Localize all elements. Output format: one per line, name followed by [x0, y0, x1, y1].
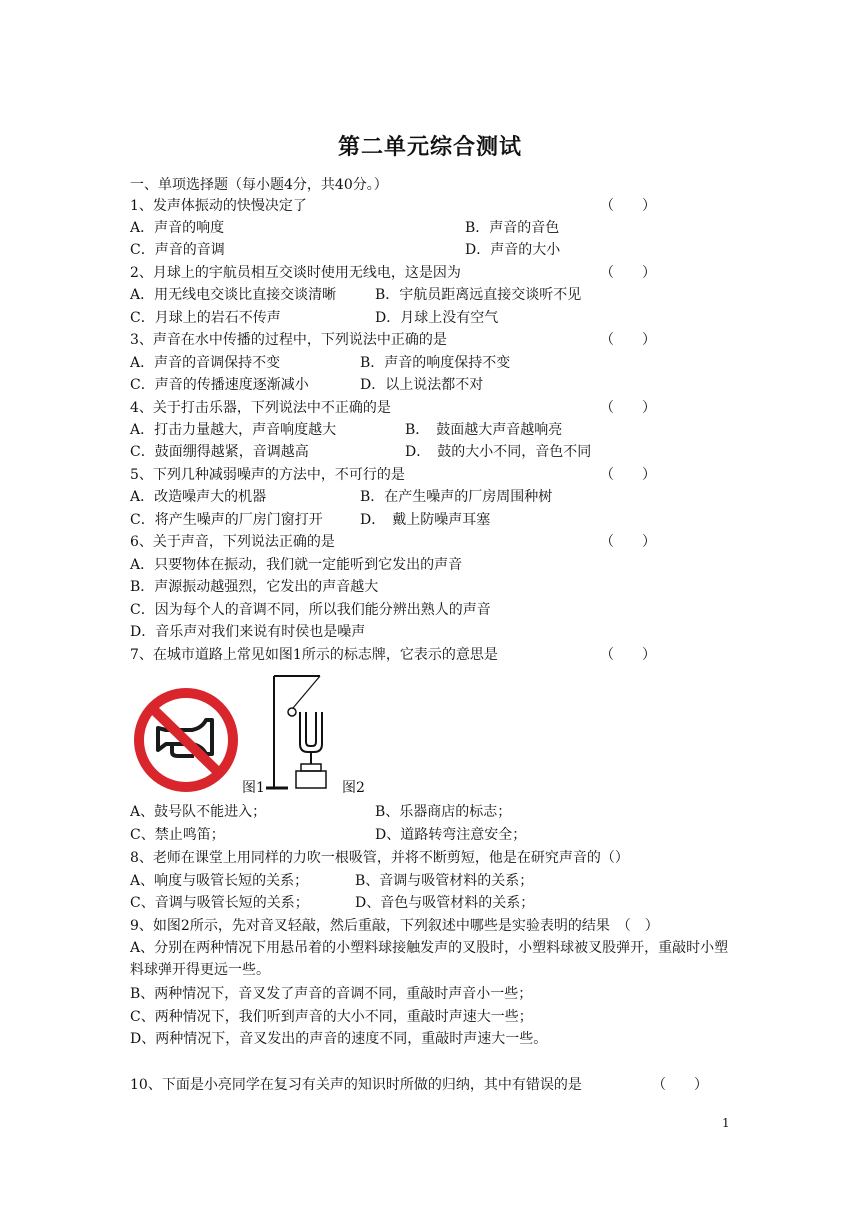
question-3-stem: 3、声音在水中传播的过程中，下列说法中正确的是	[130, 332, 447, 348]
figure-1-label: 图1	[242, 780, 265, 796]
q4-option-b: B． 鼓面越大声音越响亮	[405, 422, 563, 438]
question-10-answer-blank: （ ）	[652, 1077, 708, 1093]
tuning-fork-figure	[262, 672, 342, 796]
q9-option-a: A、分别在两种情况下用悬吊着的小塑料球接触发声的叉股时，小塑料球被叉股弹开，重敲时小塑料球弹开得更远一些。	[130, 940, 729, 978]
question-6-answer-blank: （ ）	[600, 534, 656, 550]
question-6-stem: 6、关于声音，下列说法正确的是	[130, 534, 335, 550]
question-10-stem: 10、下面是小亮同学在复习有关声的知识时所做的归纳，其中有错误的是	[130, 1077, 582, 1093]
question-4-stem: 4、关于打击乐器，下列说法中不正确的是	[130, 400, 391, 416]
q1-option-c: C．声音的音调	[130, 242, 225, 258]
q8-option-a: A、响度与吸管长短的关系；	[130, 873, 309, 889]
q1-option-b: B．声音的音色	[465, 220, 560, 236]
q1-option-d: D．声音的大小	[465, 242, 561, 258]
q9-option-d: D、两种情况下，音叉发出的声音的速度不同，重敲时声速大一些。	[130, 1031, 548, 1047]
q5-option-d: D． 戴上防噪声耳塞	[360, 512, 491, 528]
q7-option-d: D、道路转弯注意安全；	[375, 827, 527, 843]
page-number: 1	[722, 1116, 730, 1130]
q6-option-b: B．声源振动越强烈，它发出的声音越大	[130, 579, 379, 595]
question-7-answer-blank: （ ）	[600, 647, 656, 663]
q3-option-a: A．声音的音调保持不变	[130, 355, 281, 371]
question-1-stem: 1、发声体振动的快慢决定了	[130, 198, 307, 214]
q5-option-c: C．将产生噪声的厂房门窗打开	[130, 512, 323, 528]
no-horn-sign-figure	[132, 686, 240, 794]
q4-option-a: A．打击力量越大，声音响度越大	[130, 422, 337, 438]
q7-option-a: A、鼓号队不能进入；	[130, 804, 267, 820]
q3-option-d: D．以上说法都不对	[360, 377, 484, 393]
q3-option-b: B．声音的响度保持不变	[360, 355, 511, 371]
q6-option-a: A．只要物体在振动，我们就一定能听到它发出的声音	[130, 557, 463, 573]
question-2-stem: 2、月球上的宇航员相互交谈时使用无线电，这是因为	[130, 265, 461, 281]
question-2-answer-blank: （ ）	[600, 265, 656, 281]
q1-option-a: A．声音的响度	[130, 220, 225, 236]
question-3-answer-blank: （ ）	[600, 332, 656, 348]
q8-option-b: B、音调与吸管材料的关系；	[355, 873, 534, 889]
q6-option-d: D．音乐声对我们来说有时侯也是噪声	[130, 624, 366, 640]
q7-option-b: B、乐器商店的标志；	[375, 804, 512, 820]
question-9-stem: 9、如图2所示，先对音叉轻敲，然后重敲，下列叙述中哪些是实验表明的结果 （ ）	[130, 918, 659, 934]
q4-option-c: C．鼓面绷得越紧，音调越高	[130, 444, 309, 460]
question-7-stem: 7、在城市道路上常见如图1所示的标志牌，它表示的意思是	[130, 647, 498, 663]
q6-option-c: C．因为每个人的音调不同，所以我们能分辨出熟人的声音	[130, 602, 491, 618]
q3-option-c: C．声音的传播速度逐渐减小	[130, 377, 309, 393]
question-5-answer-blank: （ ）	[600, 467, 656, 483]
q4-option-d: D． 鼓的大小不同，音色不同	[405, 444, 592, 460]
q2-option-c: C．月球上的岩石不传声	[130, 310, 281, 326]
q9-option-c: C、两种情况下，我们听到声音的大小不同，重敲时声速大一些；	[130, 1009, 533, 1025]
section-heading: 一、单项选择题（每小题4分，共40分。）	[130, 177, 388, 193]
q2-option-a: A．用无线电交谈比直接交谈清晰	[130, 287, 337, 303]
q9-option-b: B、两种情况下，音叉发了声音的音调不同，重敲时声音小一些；	[130, 986, 533, 1002]
question-5-stem: 5、下列几种减弱噪声的方法中，不可行的是	[130, 467, 405, 483]
q2-option-b: B．宇航员距离远直接交谈听不见	[375, 287, 582, 303]
question-8-stem: 8、老师在课堂上用同样的力吹一根吸管，并将不断剪短，他是在研究声音的（）	[130, 850, 629, 866]
q8-option-c: C、音调与吸管长短的关系；	[130, 895, 309, 911]
q7-option-c: C、禁止鸣笛；	[130, 827, 225, 843]
question-1-answer-blank: （ ）	[600, 198, 656, 214]
page-title: 第二单元综合测试	[337, 134, 522, 160]
q5-option-b: B．在产生噪声的厂房周围种树	[360, 489, 553, 505]
figure-2-label: 图2	[342, 780, 365, 796]
q8-option-d: D、音色与吸管材料的关系；	[355, 895, 535, 911]
q5-option-a: A．改造噪声大的机器	[130, 489, 267, 505]
q2-option-d: D．月球上没有空气	[375, 310, 499, 326]
question-4-answer-blank: （ ）	[600, 400, 656, 416]
